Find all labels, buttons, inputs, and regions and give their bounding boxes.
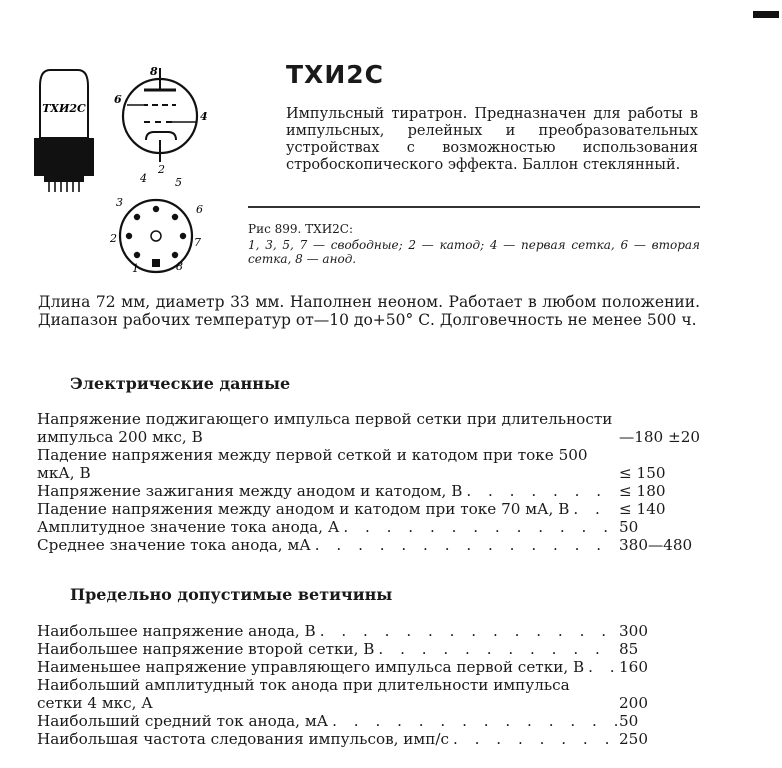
row-label-text: Наибольшая частота следования импульсов, имп/с <box>37 730 449 748</box>
tube-label: ТХИ2С <box>42 102 86 115</box>
leader-dots <box>315 536 617 554</box>
row-value: 380—480 <box>619 536 693 554</box>
table-row <box>37 482 737 500</box>
table-row <box>37 410 737 446</box>
leader-dots <box>453 730 617 748</box>
leader-dots <box>378 640 617 658</box>
row-label <box>37 640 617 658</box>
table-row <box>37 518 737 536</box>
row-label-text: Наименьшее напряжение управляющего импульса первой сетки, В <box>37 658 585 676</box>
table-row <box>37 622 737 640</box>
row-value: 250 <box>619 730 648 748</box>
row-value: 300 <box>619 622 648 640</box>
leader-dots <box>588 658 617 676</box>
row-label-text: Падение напряжения между первой сеткой и катодом при токе 500 мкА, В <box>37 446 588 482</box>
table-row <box>37 730 737 748</box>
row-label <box>37 410 617 446</box>
row-label <box>37 518 617 536</box>
row-label <box>37 730 617 748</box>
socket-pin-label: 1 <box>132 262 139 275</box>
symbol-pin-label: 4 <box>200 110 208 123</box>
row-label <box>37 446 617 482</box>
row-label-text: Наибольшее напряжение анода, В <box>37 622 316 640</box>
intro-paragraph: Импульсный тиратрон. Предназначен для работы в импульсных, релейных и преобразовательных устройствах с возможностью использования стробоскопического эффекта. Баллон стеклянный. <box>286 106 698 173</box>
limits-data-table <box>37 622 737 748</box>
tube-drawing <box>34 70 94 192</box>
row-label-text: Среднее значение тока анода, мА <box>37 536 311 554</box>
row-label-text: Наибольшее напряжение второй сетки, В <box>37 640 375 658</box>
leader-dots <box>332 712 617 730</box>
socket-pin-label: 7 <box>194 236 201 249</box>
symbol-pin-label: 6 <box>114 93 122 106</box>
table-row <box>37 658 737 676</box>
row-value: ≤ 180 <box>619 482 666 500</box>
row-value: 50 <box>619 712 639 730</box>
electrical-data-table <box>37 410 737 554</box>
row-label <box>37 676 617 712</box>
table-row <box>37 712 737 730</box>
socket-pin-label: 4 <box>140 172 147 185</box>
socket-pin-label: 8 <box>176 260 183 273</box>
description-paragraph: Длина 72 мм, диаметр 33 мм. Наполнен неоном. Работает в любом положении. Диапазон рабочих температур от—10 до+50° С. Долговечность не менее 500 ч. <box>38 293 700 329</box>
row-value: ≤ 150 <box>619 464 666 482</box>
socket-pin-label: 3 <box>116 196 123 209</box>
row-label <box>37 500 617 518</box>
divider <box>248 206 700 208</box>
row-value: 160 <box>619 658 648 676</box>
table-row <box>37 446 737 482</box>
socket-pin-label: 6 <box>196 203 203 216</box>
caption-text: 1, 3, 5, 7 — свободные; 2 — катод; 4 — первая сетка, 6 — вторая сетка, 8 — анод. <box>248 238 700 266</box>
leader-dots <box>343 518 617 536</box>
table-row <box>37 500 737 518</box>
leader-dots <box>573 500 617 518</box>
row-label-text: Напряжение зажигания между анодом и катодом, В <box>37 482 463 500</box>
row-label <box>37 622 617 640</box>
row-label <box>37 482 617 500</box>
schematic-symbol <box>114 65 208 176</box>
page-corner-mark <box>753 11 779 18</box>
leader-dots <box>320 622 617 640</box>
socket-diagram <box>109 172 203 275</box>
row-label-text: Падение напряжения между анодом и катодом при токе 70 мА, В <box>37 500 570 518</box>
row-value: 200 <box>619 694 648 712</box>
row-label-text: Наибольший амплитудный ток анода при длительности импульса сетки 4 мкс, А <box>37 676 570 712</box>
row-label <box>37 536 617 554</box>
figure-caption <box>248 222 700 266</box>
row-label-text: Напряжение поджигающего импульса первой сетки при длительности импульса 200 мкс, В <box>37 410 613 446</box>
leader-dots <box>466 482 617 500</box>
tube-figures <box>30 58 245 283</box>
row-value: ≤ 140 <box>619 500 666 518</box>
table-row <box>37 640 737 658</box>
page-title: ТХИ2С <box>286 60 384 89</box>
row-label-text: Наибольший средний ток анода, мА <box>37 712 329 730</box>
row-label-text: Амплитудное значение тока анода, А <box>37 518 340 536</box>
section-heading-electrical: Электрические данные <box>70 374 291 393</box>
table-row <box>37 676 737 712</box>
section-heading-limits: Предельно допустимые ветичины <box>70 585 393 604</box>
socket-pin-label: 2 <box>110 232 117 245</box>
row-label <box>37 712 617 730</box>
caption-title: Рис 899. ТХИ2С: <box>248 222 354 236</box>
row-value: —180 ±20 <box>619 428 701 446</box>
table-row <box>37 536 737 554</box>
row-value: 85 <box>619 640 639 658</box>
symbol-pin-label: 8 <box>150 65 158 78</box>
row-label <box>37 658 617 676</box>
socket-pin-label: 5 <box>175 176 182 189</box>
symbol-pin-label: 2 <box>158 163 165 176</box>
row-value: 50 <box>619 518 639 536</box>
